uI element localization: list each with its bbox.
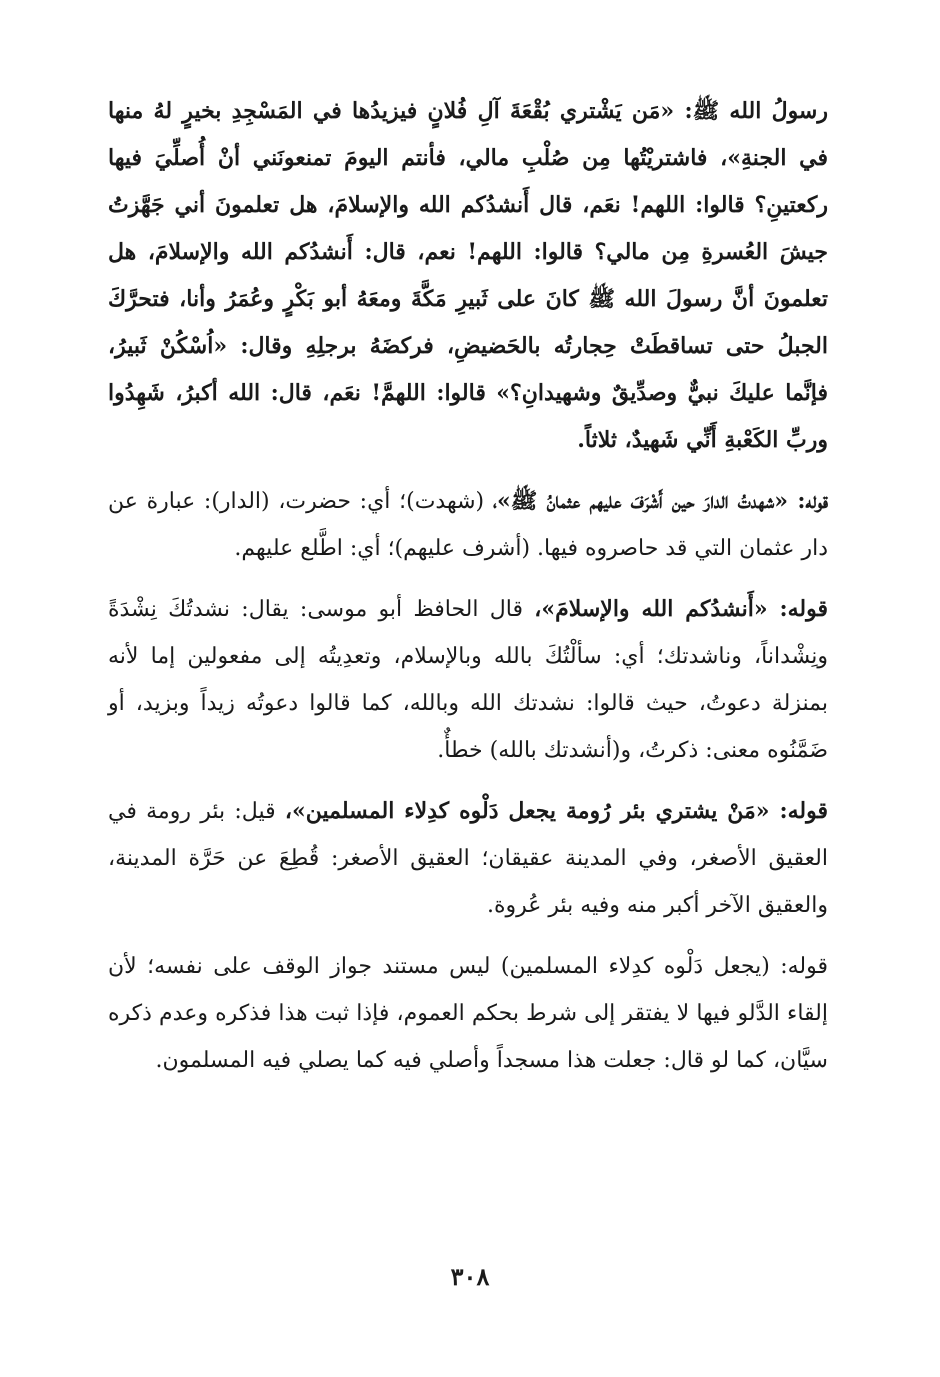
commentary-3-body: قيل: بئر رومة في العقيق الأصغر، وفي المدينة عقيقان؛ العقيق الأصغر: قُطِعَ عن حَرَّة المدينة، والعقيق الآخر أكبر منه وفيه بئر عُروة. <box>108 799 828 918</box>
page-number: ٣٠٨ <box>450 1262 490 1291</box>
commentary-2-heading: قوله: «أَنشدُكم الله والإسلامَ»، <box>534 596 829 622</box>
paragraph-commentary-1 <box>108 478 828 572</box>
commentary-3-heading: قوله: «مَنْ يشتري بئر رُومة يجعل دَلْوه كدِلاء المسلمين»، <box>284 798 828 824</box>
commentary-1-heading: قوله: «شهدتُ الدارَ حين أَشْرَفَ عليهم عثمانُ ﷺ»، <box>492 488 829 514</box>
paragraph-hadith <box>108 88 828 464</box>
commentary-4-body: قوله: (يجعل دَلْوه كدِلاء المسلمين) ليس مستند جواز الوقف على نفسه؛ لأن إلقاء الدَّلو فيها لا يفتقر إلى شرط بحكم العموم، فإذا ثبت هذا فذكره وعدم ذكره سيَّان، كما لو قال: جعلت هذا مسجداً وأصلي فيه كما يصلي فيه المسلمون. <box>108 954 828 1073</box>
paragraph-commentary-3 <box>108 788 828 929</box>
page-body <box>108 88 828 1098</box>
commentary-1-body: (شهدت)؛ أي: حضرت، (الدار): عبارة عن دار عثمان التي قد حاصروه فيها. (أشرف عليهم)؛ أي: اطَّلع عليهم. <box>108 489 828 561</box>
hadith-text: رسولُ الله ﷺ: «مَن يَشْتري بُقْعَةَ آلِ فُلانٍ فيزيدُها في المَسْجِدِ بخيرٍ لهُ منها في الجنةِ»، فاشتريْتُها مِن صُلْبِ مالي، فأنتم اليومَ تمنعونَني أنْ أُصلِّيَ فيها ركعتينِ؟ قالوا: اللهم! نعَم، قال أَنشدُكم الله والإسلامَ، هل تعلمونَ أني جَهَّزتُ جيشَ العُسرةِ مِن مالي؟ قالوا: اللهم! نعم، قال: أَنشدُكم الله والإسلامَ، هل تعلمونَ أنَّ رسولَ الله ﷺ كانَ على ثَبيرِ مَكَّةَ ومعَهُ أبو بَكْرٍ وعُمَرُ وأنا، فتحرَّكَ الجبلُ حتى تساقطَتْ حِجارتُه بالحَضيضِ، فركضَهُ برجلِهِ وقال: «اُسْكُنْ ثَبيرُ، فإنَّما عليكَ نبيٌّ وصدِّيقٌ وشهيدانِ؟» قالوا: اللهمَّ! نعَم، قال: الله أكبرُ، شَهِدُوا وربِّ الكَعْبةِ أَنِّي شَهيدٌ، ثلاثاً. <box>108 98 828 453</box>
paragraph-commentary-4 <box>108 943 828 1084</box>
commentary-2-body: قال الحافظ أبو موسى: يقال: نشدتُكَ نِشْدَةً ونِشْداناً، وناشدتك؛ أي: سألْتُكَ بالله وبالإسلام، وتعدِيتُه إلى مفعولين إما لأنه بمنزلة دعوتُ، حيث قالوا: نشدتك الله وبالله، كما قالوا دعوتُه زيداً وبزيد، أو ضَمَّنُوه معنى: ذكرتُ، و(أنشدتك بالله) خطأٌ. <box>108 597 828 763</box>
paragraph-commentary-2 <box>108 586 828 774</box>
